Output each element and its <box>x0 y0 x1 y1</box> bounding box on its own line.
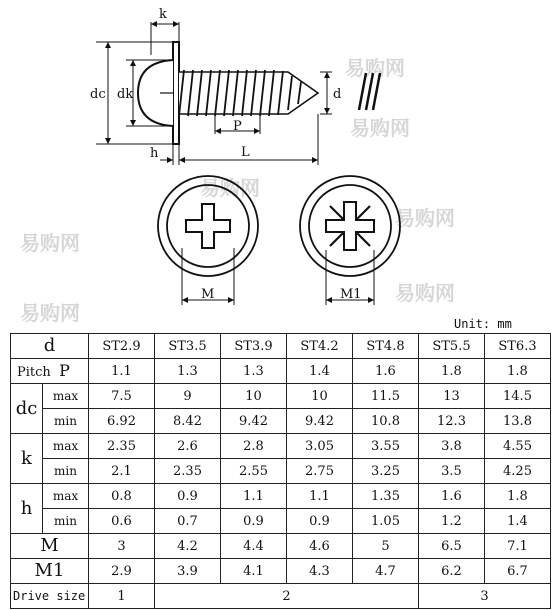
table-cell: 1.4 <box>485 509 551 534</box>
drive-size-row <box>11 584 551 609</box>
table-cell: 0.8 <box>89 484 155 509</box>
table-cell: 6.7 <box>485 559 551 584</box>
table-cell: 4.7 <box>353 559 419 584</box>
M1-label: M1 <box>340 287 362 302</box>
table-cell: 1.3 <box>221 359 287 384</box>
header-d: d <box>11 334 89 359</box>
table-cell: 4.3 <box>287 559 353 584</box>
table-cell: 5 <box>353 534 419 559</box>
dc-row-label: dc <box>11 384 43 434</box>
size-cell: ST5.5 <box>419 334 485 359</box>
table-cell: 0.9 <box>287 509 353 534</box>
table-cell: 13.8 <box>485 409 551 434</box>
table-cell: 4.2 <box>155 534 221 559</box>
table-cell: 4.6 <box>287 534 353 559</box>
min-label: min <box>43 409 89 434</box>
max-label: max <box>43 484 89 509</box>
table-cell: 0.9 <box>221 509 287 534</box>
svg-text:易购网: 易购网 <box>20 231 80 255</box>
L-label: L <box>241 145 250 160</box>
table-cell: 1 <box>89 584 155 609</box>
table-cell: 4.25 <box>485 459 551 484</box>
table-cell: 1.6 <box>353 359 419 384</box>
size-cell: ST4.8 <box>353 334 419 359</box>
table-cell: 14.5 <box>485 384 551 409</box>
h-min-row <box>11 509 551 534</box>
head-top-view-pozi <box>300 176 400 305</box>
table-cell: 1.1 <box>287 484 353 509</box>
dk-label: dk <box>117 87 134 102</box>
pitch-label: Pitch P <box>11 359 89 384</box>
max-label: max <box>43 434 89 459</box>
table-cell: 1.05 <box>353 509 419 534</box>
table-cell: 8.42 <box>155 409 221 434</box>
table-cell: 1.1 <box>89 359 155 384</box>
table-cell: 2.75 <box>287 459 353 484</box>
d-label: d <box>333 87 342 102</box>
table-cell: 3 <box>419 584 551 609</box>
table-cell: 12.3 <box>419 409 485 434</box>
table-cell: 7.1 <box>485 534 551 559</box>
table-cell: 1.3 <box>155 359 221 384</box>
table-cell: 2.8 <box>221 434 287 459</box>
p-label: P <box>233 119 242 134</box>
table-cell: 10.8 <box>353 409 419 434</box>
dc-min-row <box>11 409 551 434</box>
table-cell: 2.35 <box>89 434 155 459</box>
table-cell: 3.9 <box>155 559 221 584</box>
size-cell: ST6.3 <box>485 334 551 359</box>
svg-text:易购网: 易购网 <box>395 206 455 230</box>
table-cell: 1.8 <box>485 484 551 509</box>
table-cell: 1.8 <box>419 359 485 384</box>
min-label: min <box>43 459 89 484</box>
unit-label: Unit: mm <box>454 317 512 331</box>
table-cell: 6.92 <box>89 409 155 434</box>
svg-text:易购网: 易购网 <box>395 281 455 305</box>
h-label: h <box>150 146 159 161</box>
M-label: M <box>201 287 215 302</box>
table-cell: 0.7 <box>155 509 221 534</box>
screw-side-view <box>138 42 318 144</box>
svg-text:易购网: 易购网 <box>200 176 260 200</box>
table-cell: 4.55 <box>485 434 551 459</box>
table-cell: 3.25 <box>353 459 419 484</box>
k-min-row <box>11 459 551 484</box>
size-cell: ST3.5 <box>155 334 221 359</box>
min-label: min <box>43 509 89 534</box>
table-cell: 4.1 <box>221 559 287 584</box>
table-cell: 3.8 <box>419 434 485 459</box>
table-cell: 2.9 <box>89 559 155 584</box>
table-cell: 1.2 <box>419 509 485 534</box>
table-cell: 2.6 <box>155 434 221 459</box>
table-cell: 3.55 <box>353 434 419 459</box>
M1-row <box>11 559 551 584</box>
h-row-label: h <box>11 484 43 534</box>
table-cell: 3.5 <box>419 459 485 484</box>
table-cell: 11.5 <box>353 384 419 409</box>
table-cell: 9 <box>155 384 221 409</box>
table-cell: 1.1 <box>221 484 287 509</box>
k-label: k <box>159 7 167 22</box>
table-cell: 9.42 <box>287 409 353 434</box>
M1-row-label: M1 <box>11 559 89 584</box>
table-cell: 9.42 <box>221 409 287 434</box>
M-row-label: M <box>11 534 89 559</box>
table-cell: 7.5 <box>89 384 155 409</box>
h-max-row <box>11 484 551 509</box>
table-cell: 0.6 <box>89 509 155 534</box>
table-cell: 1.4 <box>287 359 353 384</box>
svg-text:易购网: 易购网 <box>345 56 405 80</box>
dc-label: dc <box>90 87 106 102</box>
pitch-row <box>11 359 551 384</box>
table-cell: 10 <box>287 384 353 409</box>
drive-size-label: Drive size <box>11 584 89 609</box>
table-cell: 10 <box>221 384 287 409</box>
table-cell: 4.4 <box>221 534 287 559</box>
table-cell: 13 <box>419 384 485 409</box>
k-row-label: k <box>11 434 43 484</box>
dimensions-table <box>10 333 551 609</box>
table-header-row <box>11 334 551 359</box>
table-cell: 3.05 <box>287 434 353 459</box>
table-cell: 2.1 <box>89 459 155 484</box>
table-cell: 1.6 <box>419 484 485 509</box>
table-cell: 3 <box>89 534 155 559</box>
size-cell: ST3.9 <box>221 334 287 359</box>
size-cell: ST4.2 <box>287 334 353 359</box>
table-cell: 1.35 <box>353 484 419 509</box>
k-max-row <box>11 434 551 459</box>
table-cell: 0.9 <box>155 484 221 509</box>
table-cell: 2.35 <box>155 459 221 484</box>
table-cell: 6.5 <box>419 534 485 559</box>
M-row <box>11 534 551 559</box>
table-cell: 2 <box>155 584 419 609</box>
max-label: max <box>43 384 89 409</box>
dc-max-row <box>11 384 551 409</box>
table-cell: 2.55 <box>221 459 287 484</box>
svg-text:易购网: 易购网 <box>350 116 410 140</box>
table-cell: 1.8 <box>485 359 551 384</box>
table-cell: 6.2 <box>419 559 485 584</box>
svg-text:易购网: 易购网 <box>20 301 80 325</box>
size-cell: ST2.9 <box>89 334 155 359</box>
